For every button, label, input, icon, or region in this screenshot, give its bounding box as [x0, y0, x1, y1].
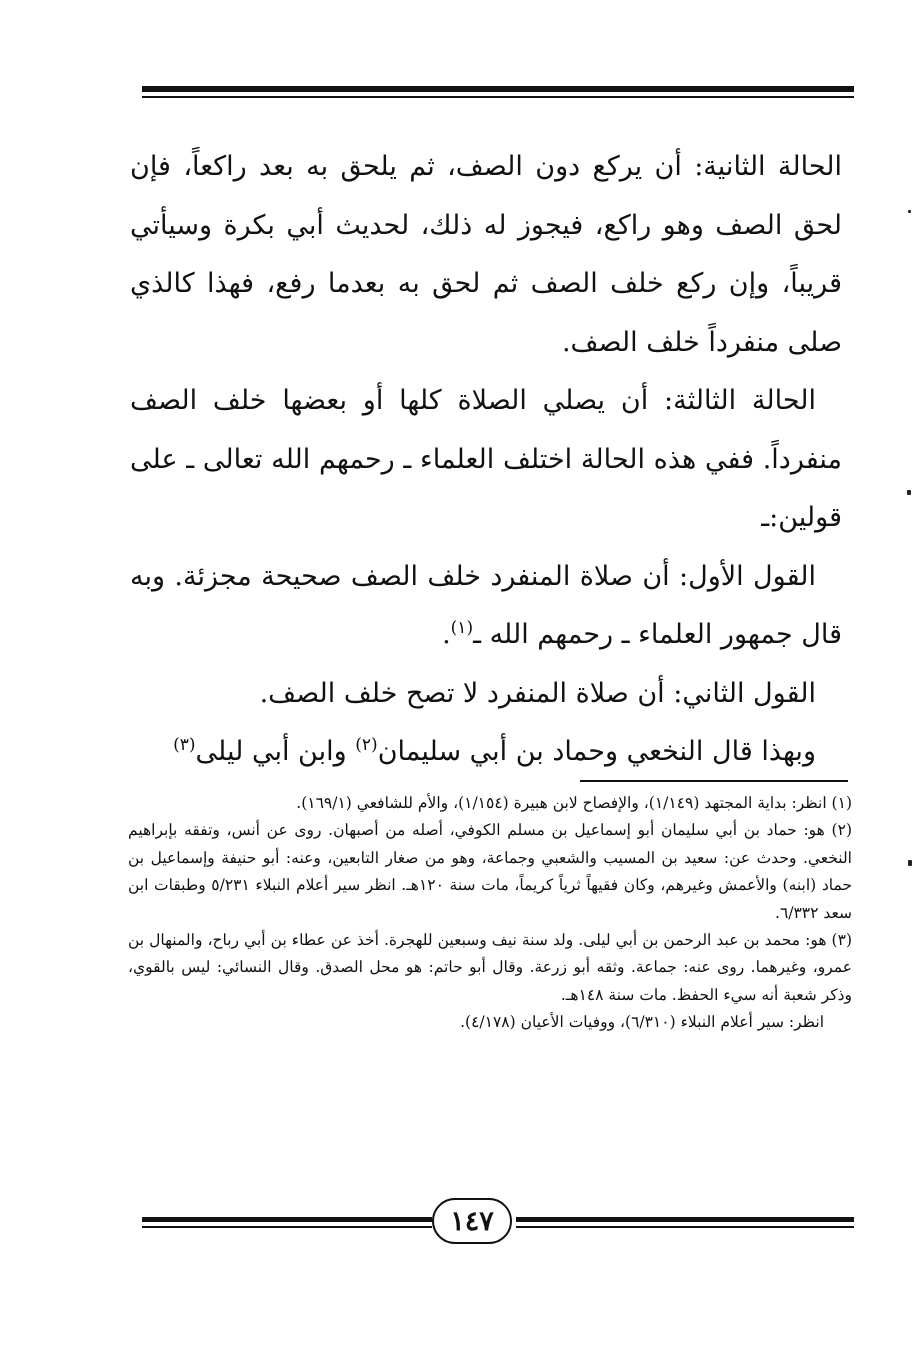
margin-speck	[908, 210, 911, 213]
footnotes	[128, 790, 852, 1037]
footnote-1: (١) انظر: بداية المجتهد (١/١٤٩)، والإفصاح لابن هبيرة (١/١٥٤)، والأم للشافعي (١٦٩/١).	[296, 794, 852, 812]
margin-speck	[907, 490, 911, 495]
page-number: ١٤٧	[432, 1198, 512, 1244]
footer-rule-left-thin	[142, 1226, 432, 1228]
footer-rule-left-thick	[142, 1217, 432, 1222]
paragraph-narrators	[130, 723, 842, 782]
footnote-3: (٣) هو: محمد بن عبد الرحمن بن أبي ليلى. ولد سنة نيف وسبعين للهجرة. أخذ عن عطاء بن أبي رباح، والمنهال بن عمرو، وغيرهما. روى عنه: جماعة. وثقه أبو زرعة. وقال أبو حاتم: هو محل الصدق. وقال النسائي: ليس بالقوي، وذكر شعبة أنه سيء الحفظ. مات سنة ١٤٨هـ.	[128, 931, 852, 1004]
paragraph-case-three: الحالة الثالثة: أن يصلي الصلاة كلها أو بعضها خلف الصف منفرداً. ففي هذه الحالة اختلف العلماء ـ رحمهم الله تعالى ـ على قولين:ـ	[130, 385, 842, 533]
footnote-2: (٢) هو: حماد بن أبي سليمان أبو إسماعيل بن مسلم الكوفي، أصله من أصبهان. روى عن أنس، وتفقه بإبراهيم النخعي. وحدث عن: سعيد بن المسيب والشعبي وجماعة، وهو من صغار التابعين، وعنه: أبو حنيفة وإسماعيل بن حماد (ابنه) والأعمش وغيرهم، وكان فقيهاً ثرياً كريماً، مات سنة ١٢٠هـ. انظر سير أعلام النبلاء ٥/٢٣١ وطبقات ابن سعد ٦/٣٣٢.	[128, 821, 853, 922]
narrators-text: وبهذا قال النخعي وحماد بن أبي سليمان	[377, 736, 816, 767]
paragraph-second-opinion: القول الثاني: أن صلاة المنفرد لا تصح خلف الصف.	[259, 677, 816, 709]
first-opinion-text: القول الأول: أن صلاة المنفرد خلف الصف صحيحة مجزئة. وبه قال جمهور العلماء ـ رحمهم الله ـ	[130, 560, 842, 650]
footnote-3-sources: انظر: سير أعلام النبلاء (٦/٣١٠)، ووفيات الأعيان (٤/١٧٨).	[460, 1013, 824, 1032]
header-rule-thin	[142, 96, 854, 98]
margin-speck	[908, 860, 912, 866]
paragraph-case-two: الحالة الثانية: أن يركع دون الصف، ثم يلحق به بعد راكعاً، فإن لحق الصف وهو راكع، فيجوز له ذلك، لحديث أبي بكرة وسيأتي قريباً، وإن ركع خلف الصف ثم لحق به بعدما رفع، فهذا كالذي صلى منفرداً خلف الصف.	[130, 151, 842, 358]
footer-rule-right-thin	[516, 1226, 854, 1228]
footer-rule-right-thick	[516, 1217, 854, 1222]
footnote-ref-1: (١)	[450, 618, 474, 638]
narrators-text-2: وابن أبي ليلى	[195, 736, 347, 767]
header-rule-thick	[142, 86, 854, 92]
footnote-ref-2: (٢)	[355, 735, 378, 755]
first-opinion-end: .	[442, 619, 451, 650]
main-text	[130, 138, 842, 782]
footnote-ref-3: (٣)	[173, 735, 196, 755]
footnote-separator	[580, 780, 848, 782]
paragraph-first-opinion	[130, 548, 842, 665]
